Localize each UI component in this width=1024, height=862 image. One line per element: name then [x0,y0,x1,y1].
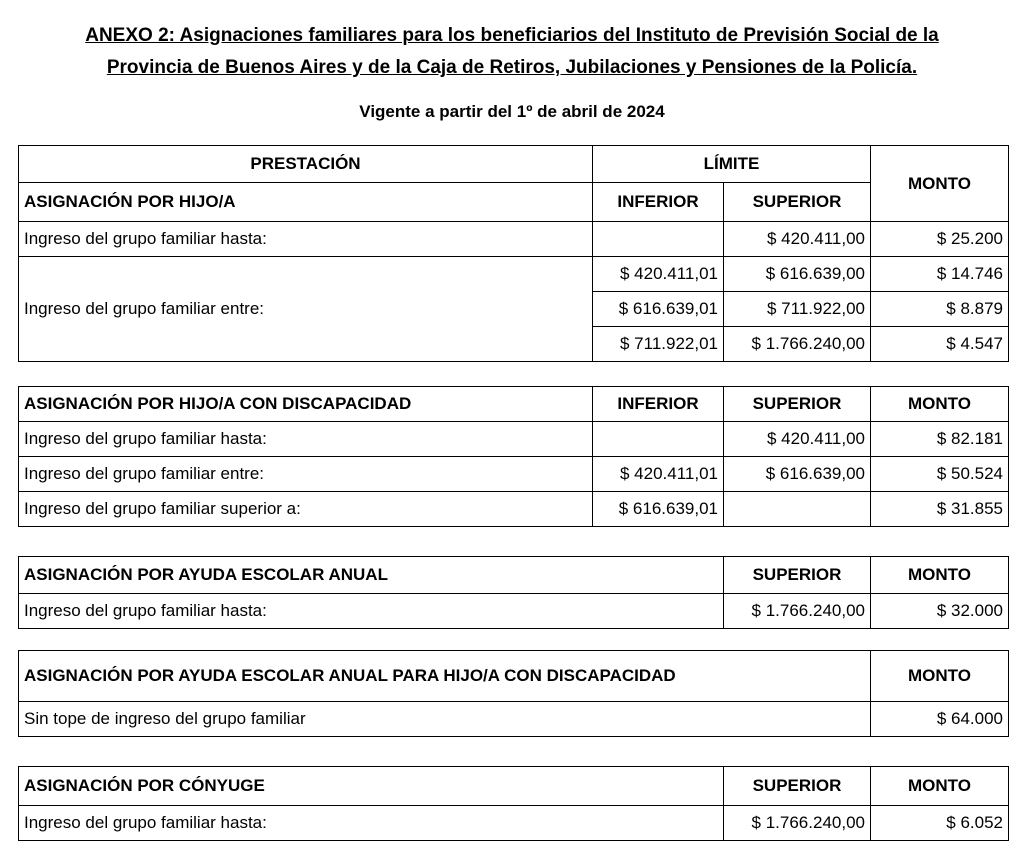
header-superior: SUPERIOR [724,387,871,422]
row-label: Ingreso del grupo familiar hasta: [19,806,724,841]
section-title: ASIGNACIÓN POR AYUDA ESCOLAR ANUAL [19,557,724,594]
row-monto: $ 25.200 [871,222,1009,257]
title-line-1: ANEXO 2: Asignaciones familiares para los beneficiarios del Instituto de Previsión Social de la [85,25,939,46]
table-row [19,702,1009,737]
table-header-row [19,146,1009,183]
table-asignacion-conyuge [18,766,1009,841]
row-label: Ingreso del grupo familiar superior a: [19,492,593,527]
row-label: Ingreso del grupo familiar hasta: [19,422,593,457]
section-title: ASIGNACIÓN POR HIJO/A CON DISCAPACIDAD [19,387,593,422]
table-row [19,594,1009,629]
title-line-2: Provincia de Buenos Aires y de la Caja de Retiros, Jubilaciones y Pensiones de la Policía. [106,57,918,78]
row-inferior: $ 420.411,01 [593,257,724,292]
header-superior: SUPERIOR [724,183,871,222]
row-superior: $ 420.411,00 [724,222,871,257]
row-inferior [593,222,724,257]
header-superior: SUPERIOR [724,767,871,806]
header-prestacion: PRESTACIÓN [19,146,593,183]
row-monto: $ 31.855 [871,492,1009,527]
row-label: Sin tope de ingreso del grupo familiar [19,702,871,737]
row-label: Ingreso del grupo familiar entre: [19,257,593,362]
document-title [40,20,984,84]
row-inferior: $ 711.922,01 [593,327,724,362]
section-header-row [19,557,1009,594]
row-inferior: $ 616.639,01 [593,292,724,327]
row-superior: $ 616.639,00 [724,257,871,292]
row-monto: $ 64.000 [871,702,1009,737]
row-superior: $ 420.411,00 [724,422,871,457]
row-inferior [593,422,724,457]
header-monto: MONTO [871,146,1009,222]
table-ayuda-escolar-discapacidad [18,650,1009,737]
row-label: Ingreso del grupo familiar hasta: [19,222,593,257]
row-superior [724,492,871,527]
section-header-row [19,767,1009,806]
row-inferior: $ 420.411,01 [593,457,724,492]
header-monto: MONTO [871,387,1009,422]
row-monto: $ 8.879 [871,292,1009,327]
table-asignacion-hijo [18,145,1009,362]
row-superior: $ 711.922,00 [724,292,871,327]
table-row [19,422,1009,457]
row-monto: $ 4.547 [871,327,1009,362]
table-row [19,257,1009,292]
table-row [19,457,1009,492]
section-title: ASIGNACIÓN POR HIJO/A [19,183,593,222]
row-inferior: $ 616.639,01 [593,492,724,527]
row-monto: $ 32.000 [871,594,1009,629]
header-monto: MONTO [871,767,1009,806]
header-inferior: INFERIOR [593,183,724,222]
row-label: Ingreso del grupo familiar hasta: [19,594,724,629]
row-superior: $ 616.639,00 [724,457,871,492]
table-row [19,492,1009,527]
row-superior: $ 1.766.240,00 [724,806,871,841]
document-subtitle: Vigente a partir del 1º de abril de 2024 [359,102,665,121]
section-title: ASIGNACIÓN POR AYUDA ESCOLAR ANUAL PARA HIJO/A CON DISCAPACIDAD [19,651,871,702]
section-header-row [19,387,1009,422]
row-monto: $ 6.052 [871,806,1009,841]
row-monto: $ 14.746 [871,257,1009,292]
header-inferior: INFERIOR [593,387,724,422]
row-monto: $ 50.524 [871,457,1009,492]
table-ayuda-escolar [18,556,1009,629]
header-limite: LÍMITE [593,146,871,183]
table-asignacion-discapacidad [18,386,1009,527]
row-label: Ingreso del grupo familiar entre: [19,457,593,492]
row-monto: $ 82.181 [871,422,1009,457]
row-superior: $ 1.766.240,00 [724,327,871,362]
section-header-row [19,183,1009,222]
table-row [19,806,1009,841]
table-row [19,222,1009,257]
header-monto: MONTO [871,557,1009,594]
section-header-row [19,651,1009,702]
header-monto: MONTO [871,651,1009,702]
header-superior: SUPERIOR [724,557,871,594]
section-title: ASIGNACIÓN POR CÓNYUGE [19,767,724,806]
row-superior: $ 1.766.240,00 [724,594,871,629]
